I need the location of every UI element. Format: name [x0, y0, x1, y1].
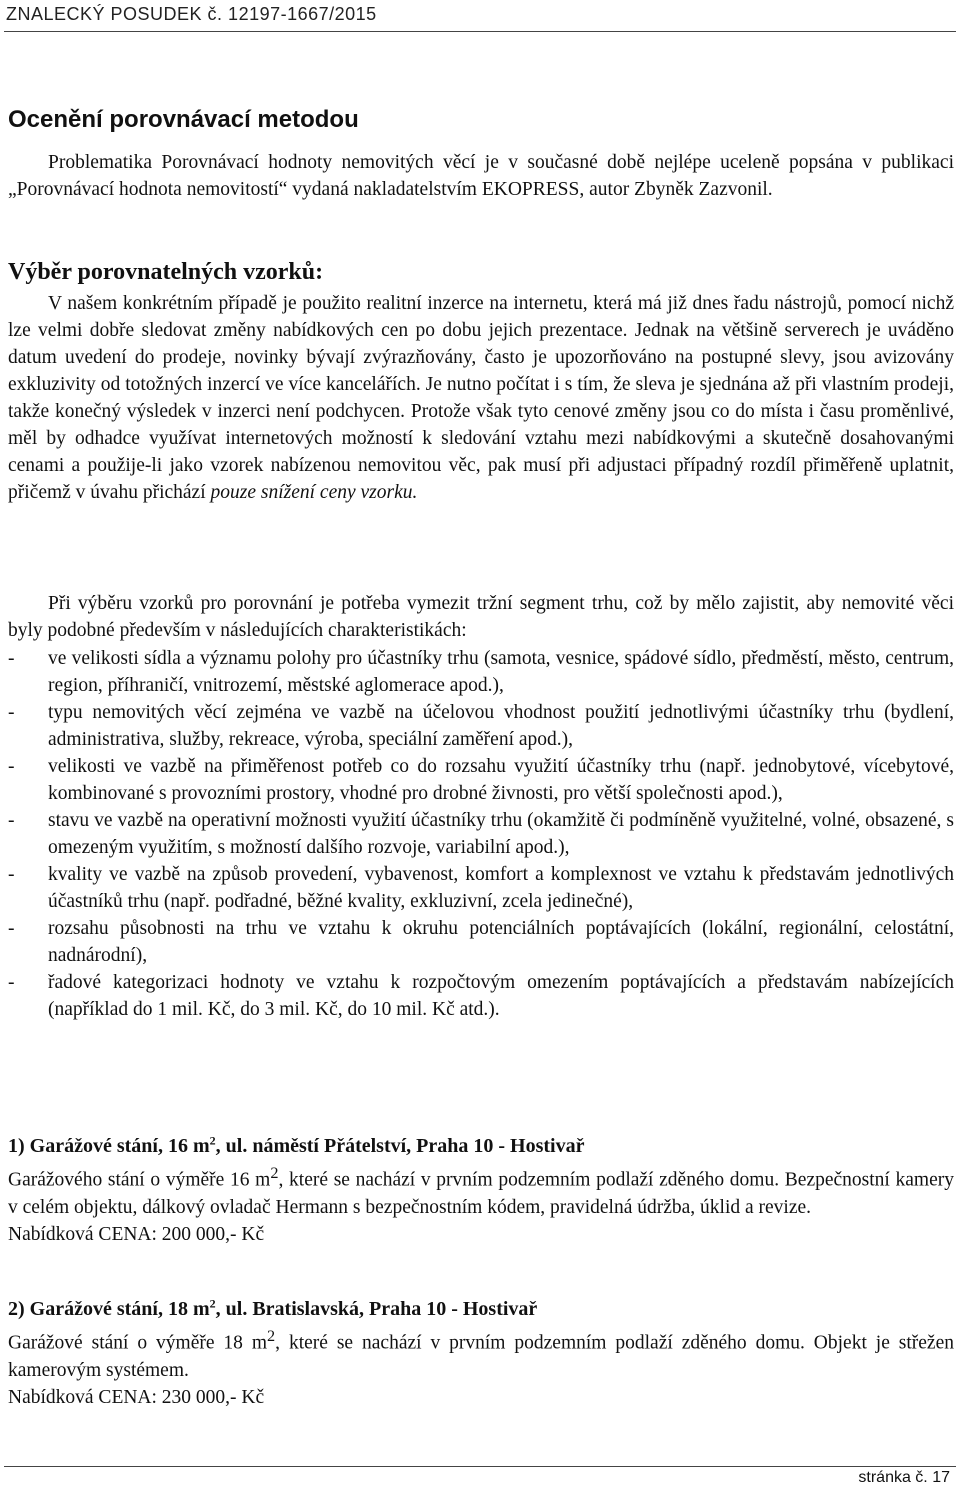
- document-header: ZNALECKÝ POSUDEK č. 12197-1667/2015: [6, 4, 377, 24]
- list-bullet: -: [8, 756, 15, 777]
- characteristics-list: [8, 645, 954, 1023]
- sample-description-rest: , které se nachází v prvním podzemním podlaží zděného domu. Bezpečnostní kamery v celém objektu, dálkový ovladač Hermann s bezpečnostním kódem, pravidelná údržba, úklid a revize.: [8, 1169, 954, 1218]
- sample-title-superscript: 2: [209, 1133, 216, 1148]
- list-bullet: -: [8, 648, 15, 669]
- list-bullet: -: [8, 810, 15, 831]
- list-item: [8, 915, 954, 969]
- intro-paragraph: [8, 149, 954, 203]
- list-item-text: rozsahu působnosti na trhu ve vztahu k okruhu potenciálních poptávajících (lokální, regionální, celostátní, nadnárodní),: [48, 918, 954, 966]
- sample-title-text: 1) Garážové stání, 16 m: [8, 1135, 210, 1157]
- list-item-text: stavu ve vazbě na operativní možnosti využití účastníky trhu (okamžitě či podmíněně využitelné, volné, obsazené, s omezeným využitím, s možností dalšího rozvoje, variabilní apod.),: [48, 810, 954, 858]
- sample-description-superscript: 2: [270, 1164, 279, 1182]
- sample-description-rest: , které se nachází v prvním podzemním podlaží zděného domu. Objekt je střežen kamerovým systémem.: [8, 1332, 954, 1381]
- sample-description-text: Garážové stání o výměře 18 m: [8, 1332, 268, 1354]
- sample-title: [8, 1133, 954, 1160]
- segment-paragraph: [8, 590, 954, 644]
- sample-description-text: Garážového stání o výměře 16 m: [8, 1169, 271, 1191]
- sample-title: [8, 1296, 954, 1323]
- list-bullet: -: [8, 702, 15, 723]
- footer-divider: [4, 1466, 956, 1467]
- sample-1: [8, 1133, 954, 1248]
- list-item-text: velikosti ve vazbě na přiměřenost potřeb co do rozsahu využití účastníky trhu (např. jednobytové, vícebytové, kombinované s provozními prostory, vhodné pro drobné živnosti, pro větší společnosti apod.),: [48, 756, 954, 804]
- list-item-text: kvality ve vazbě na způsob provedení, vybavenost, komfort a komplexnost ve vztahu k představám jednotlivých účastníků trhu (např. podřadné, běžné kvality, exkluzivní, zcela jedinečné),: [48, 864, 954, 912]
- section-heading: Ocenění porovnávací metodou: [8, 106, 359, 133]
- list-item: [8, 645, 954, 699]
- intro-text: Problematika Porovnávací hodnoty nemovitých věcí je v současné době nejlépe uceleně popsána v publikaci „Porovnávací hodnota nemovitostí“ vydaná nakladatelstvím EKOPRESS, autor Zbyněk Zazvonil.: [8, 152, 954, 200]
- list-item-text: řadové kategorizaci hodnoty ve vztahu k rozpočtovým omezením poptávajících a představám nabízejících (například do 1 mil. Kč, do 3 mil. Kč, do 10 mil. Kč atd.).: [48, 972, 954, 1020]
- selection-paragraph: [8, 290, 954, 506]
- list-item: [8, 969, 954, 1023]
- sample-price: Nabídková CENA: 200 000,- Kč: [8, 1223, 265, 1245]
- list-item: [8, 699, 954, 753]
- page-number: 17: [932, 1469, 950, 1486]
- sample-description: [8, 1323, 954, 1384]
- sample-title-superscript: 2: [209, 1296, 216, 1311]
- list-item-text: ve velikosti sídla a významu polohy pro účastníky trhu (samota, vesnice, spádové sídlo, předměstí, město, centrum, region, příhraničí, vnitrozemí, městské aglomerace apod.),: [48, 648, 954, 696]
- list-item: [8, 753, 954, 807]
- list-item-text: typu nemovitých věcí zejména ve vazbě na účelovou vhodnost použití jednotlivými účastníky trhu (bydlení, administrativa, služby, rekreace, výroba, speciální zaměření apod.),: [48, 702, 954, 750]
- selection-text: [8, 290, 954, 506]
- list-bullet: -: [8, 918, 15, 939]
- sample-2: [8, 1296, 954, 1411]
- subsection-heading: Výběr porovnatelných vzorků:: [8, 259, 324, 285]
- sample-title-location: , ul. náměstí Přátelství, Praha 10 - Hostivař: [215, 1135, 585, 1157]
- list-bullet: -: [8, 864, 15, 885]
- sample-description: [8, 1160, 954, 1221]
- list-item: [8, 807, 954, 861]
- selection-main-text: V našem konkrétním případě je použito realitní inzerce na internetu, která má již dnes řadu nástrojů, pomocí nichž lze velmi dobře sledovat změny nabídkových cen po dobu jejich prezentace. Jednak na většině serverech je uváděno datum uvedení do prodeje, novinky bývají zvýrazňovány, často je upozorňováno na postupné slevy, jsou avizovány exkluzivity od totožných inzercí ve více kancelářích. Je nutno počítat i s tím, že sleva je sjednána až při vlastním prodeji, takže konečný výsledek v inzerci není podchycen. Protože však tyto cenové změny jsou co do místa i času proměnlivé, měl by odhadce využívat internetových možností k sledování vztahu mezi nabídkovými a skutečně dosahovanými cenami a použije-li jako vzorek nabízenou nemovitou věc, pak musí při adjustaci případný rozdíl přiměřeně uplatnit, přičemž v úvahu přichází: [8, 293, 954, 503]
- segment-text: Při výběru vzorků pro porovnání je potřeba vymezit tržní segment trhu, což by mělo zajistit, aby nemovité věci byly podobné především v následujících charakteristikách:: [8, 593, 954, 641]
- header-divider: [4, 31, 956, 32]
- sample-description-superscript: 2: [267, 1327, 276, 1345]
- page-label: stránka č.: [858, 1469, 928, 1486]
- sample-price: Nabídková CENA: 230 000,- Kč: [8, 1386, 265, 1408]
- selection-italic-text: pouze snížení ceny vzorku.: [210, 482, 418, 503]
- sample-title-text: 2) Garážové stání, 18 m: [8, 1298, 210, 1320]
- list-item: [8, 861, 954, 915]
- list-bullet: -: [8, 972, 15, 993]
- sample-title-location: , ul. Bratislavská, Praha 10 - Hostivař: [215, 1298, 538, 1320]
- page-footer: [858, 1469, 950, 1487]
